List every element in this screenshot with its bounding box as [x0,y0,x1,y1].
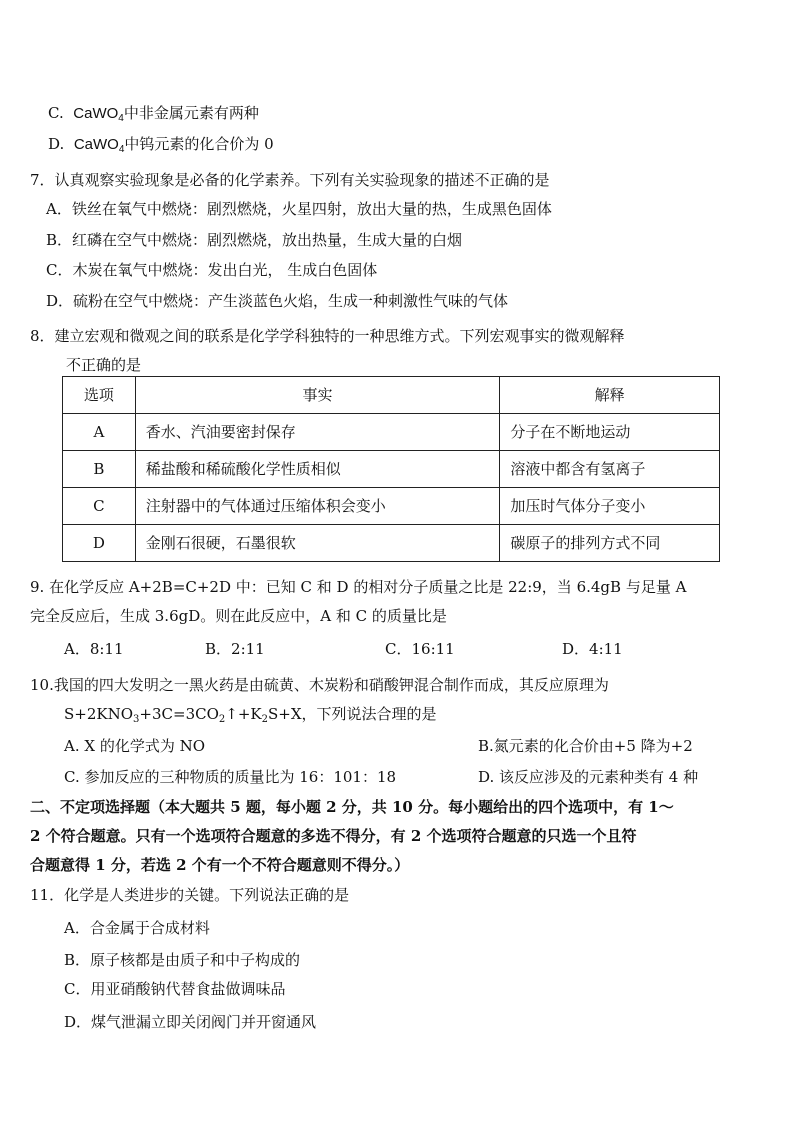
q10-stem: 10.我国的四大发明之一黑火药是由硫黄、木炭粉和硝酸钾混合制作而成，其反应原理为 [30,676,609,694]
q9-option-a: A．8:11 [64,640,124,658]
table-cell: 稀盐酸和稀硫酸化学性质相似 [135,451,500,488]
q9-option-b: B．2:11 [205,640,265,658]
q10-option-c: C. 参加反应的三种物质的质量比为 16：101：18 [64,768,397,786]
q10-option-a: A. X 的化学式为 NO [64,737,206,755]
q9-stem-cont: 完全反应后，生成 3.6gD。则在此反应中，A 和 C 的质量比是 [30,607,447,625]
table-cell: C [63,488,136,525]
q9-option-c: C．16:11 [385,640,455,658]
table-row [63,451,720,488]
q7-option-d: D．硫粉在空气中燃烧：产生淡蓝色火焰，生成一种刺激性气味的气体 [46,292,509,310]
q7-option-c: C．木炭在氧气中燃烧：发出白光， 生成白色固体 [46,261,378,279]
q7-option-b: B．红磷在空气中燃烧：剧烈燃烧，放出热量，生成大量的白烟 [46,231,463,249]
section-header-cont: 合题意得 1 分，若选 2 个有一个不符合题意则不得分。） [30,856,410,874]
table-cell: 加压时气体分子变小 [500,488,720,525]
table-cell: 碳原子的排列方式不同 [500,525,720,562]
table-header-row [63,377,720,414]
q11-option-c: C．用亚硝酸钠代替食盐做调味品 [64,980,286,998]
q6-option-c: C. CaWO$_4$中非金属元素有两种 [48,104,259,124]
formula: CaWO$_4$ [73,105,124,124]
q10-option-b: B.氮元素的化合价由+5 降为+2 [478,737,693,755]
q7-stem: 7．认真观察实验现象是必备的化学素养。下列有关实验现象的描述不正确的是 [30,171,550,189]
q11-stem: 11．化学是人类进步的关键。下列说法正确的是 [30,886,350,904]
table-cell: 分子在不断地运动 [500,414,720,451]
q10-option-d: D. 该反应涉及的元素种类有 4 种 [478,768,699,786]
q8-table [62,376,720,562]
section-header-cont: 2 个符合题意。只有一个选项符合题意的多选不得分，有 2 个选项符合题意的只选一个且符 [30,827,637,845]
section-header: 二、不定项选择题（本大题共 5 题，每小题 2 分，共 10 分。每小题给出的四个选项中，有 1～ [30,798,674,816]
formula: CaWO$_4$ [73,136,125,155]
q9-stem: 9. 在化学反应 A+2B=C+2D 中：已知 C 和 D 的相对分子质量之比是 22:9，当 6.4gB 与足量 A [30,578,687,596]
table-header: 事实 [135,377,500,414]
q9-option-d: D．4:11 [562,640,623,658]
table-row [63,488,720,525]
table-row [63,414,720,451]
q11-option-d: D．煤气泄漏立即关闭阀门并开窗通风 [64,1013,317,1031]
table-cell: B [63,451,136,488]
q6-option-d: D. CaWO$_4$中钨元素的化合价为 0 [48,135,274,155]
q11-option-a: A．合金属于合成材料 [64,919,210,937]
table-header: 解释 [500,377,720,414]
table-cell: 金刚石很硬，石墨很软 [135,525,500,562]
q8-stem-cont: 不正确的是 [66,356,142,374]
table-cell: 香水、汽油要密封保存 [135,414,500,451]
q7-option-a: A．铁丝在氧气中燃烧：剧烈燃烧，火星四射，放出大量的热，生成黑色固体 [46,200,552,218]
q10-equation: $S+2KNO_3+3C=3CO_2↑+K_2S+X$，下列说法合理的是 [64,705,437,725]
q11-option-b: B．原子核都是由质子和中子构成的 [64,951,301,969]
table-cell: A [63,414,136,451]
table-row [63,525,720,562]
table-cell: 溶液中都含有氢离子 [500,451,720,488]
table-header: 选项 [63,377,136,414]
table-cell: 注射器中的气体通过压缩体积会变小 [135,488,500,525]
table-cell: D [63,525,136,562]
q8-stem: 8．建立宏观和微观之间的联系是化学学科独特的一种思维方式。下列宏观事实的微观解释 [30,327,625,345]
